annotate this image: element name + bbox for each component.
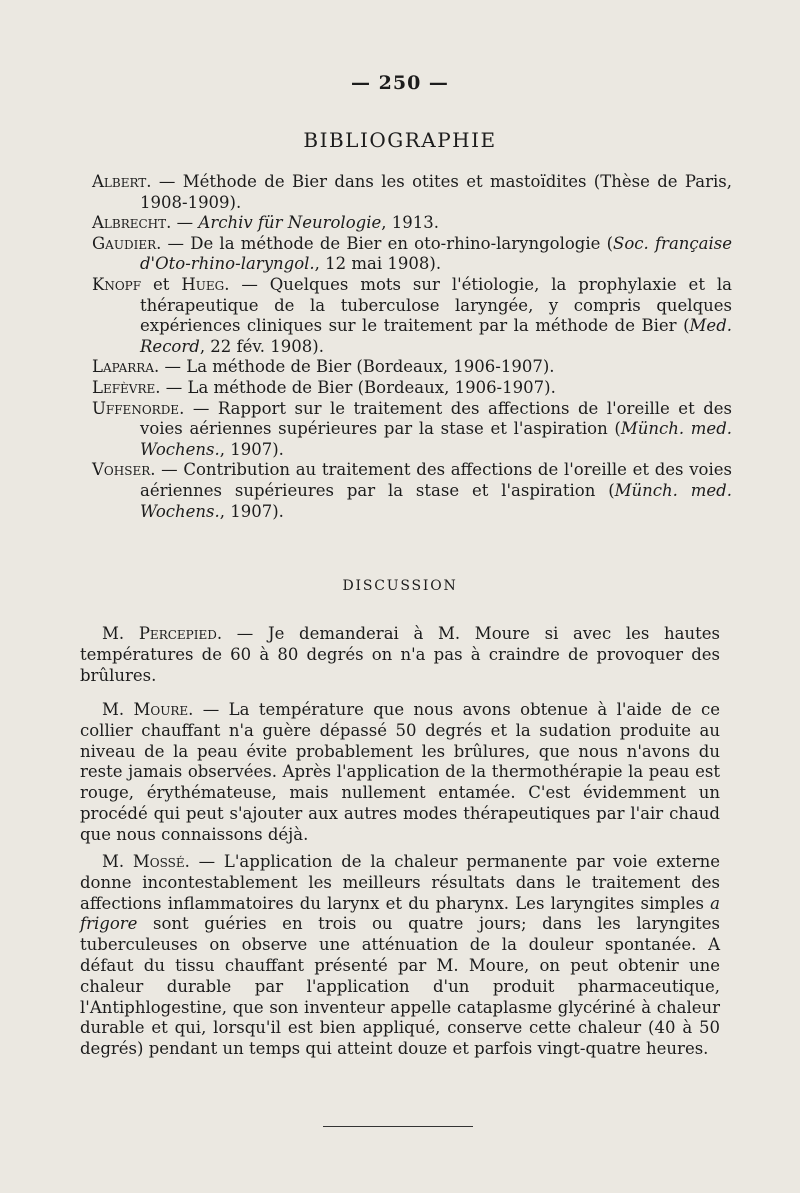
end-rule xyxy=(323,1126,473,1127)
bib-text: Contribution au traitement des affections de l'oreille et des voies aériennes supérieures par la stase et l'aspiration ( xyxy=(140,460,732,500)
bib-journal: Soc. française d'Oto-rhino-laryngol. xyxy=(140,233,732,274)
bib-journal: Archiv für Neurologie xyxy=(198,213,382,233)
bib-entry: Gaudier. — De la méthode de Bier en oto-rhino-laryngologie (Soc. française d'Oto-rhino-laryngol., 12 mai 1908). xyxy=(92,233,732,274)
bib-entry: Lefèvre. — La méthode de Bier (Bordeaux, 1906-1907). xyxy=(92,377,556,397)
bibliography-heading: BIBLIOGRAPHIE xyxy=(303,128,497,152)
bib-author: Albrecht xyxy=(92,213,167,233)
bib-text: La méthode de Bier (Bordeaux, 1906-1907). xyxy=(187,377,556,397)
bib-entry: Albert. — Méthode de Bier dans les otites et mastoïdites (Thèse de Paris, 1908-1909). xyxy=(92,172,732,212)
bib-author: Uffenorde xyxy=(92,398,180,418)
bib-text: Quelques mots sur l'étiologie, la prophylaxie et la thérapeutique de la tuberculose laryngée, y compris quelques expériences cliniques sur le traitement par la méthode de Bier ( xyxy=(140,274,732,336)
page-number: — 250 — xyxy=(351,72,449,94)
bib-entry: Uffenorde. — Rapport sur le traitement des affections de l'oreille et des voies aériennes supérieures par la stase et l'aspiration (Münch. med. Wochens., 1907). xyxy=(92,398,732,459)
bib-text: Rapport sur le traitement des affections de l'oreille et des voies aériennes supérieures par la stase et l'aspiration ( xyxy=(140,398,732,439)
latin-phrase: a frigore xyxy=(80,893,720,934)
paragraph-text: La température que nous avons obtenue à l'aide de ce collier chauffant n'a guère dépassé 50 degrés et la sudation produite au niveau de la peau évite probablement les brûlures, que nous n'avons du reste jamais observées. Après l'application de la thermothérapie la peau est rouge, érythémateuse, mais nullement entamée. C'est évidemment un procédé qui peut s'ajouter aux autres modes thérapeutiques par l'air chaud que nous connaissons déjà. xyxy=(80,700,720,844)
bib-author: Vohser xyxy=(92,460,151,480)
discussion-paragraph: M. Percepied. — Je demanderai à M. Moure si avec les hautes températures de 60 à 80 degrés on n'a pas à craindre de provoquer des brûlures. xyxy=(80,624,720,685)
bib-text: Méthode de Bier dans les otites et mastoïdites (Thèse de Paris, 1908-1909). xyxy=(140,172,732,212)
bib-entry: Albrecht. — Archiv für Neurologie, 1913. xyxy=(92,213,439,233)
bib-author: Lefèvre xyxy=(92,377,156,397)
bib-author: Albert xyxy=(92,172,147,191)
bib-entry: Vohser. — Contribution au traitement des affections de l'oreille et des voies aériennes supérieures par la stase et l'aspiration (Münch. med. Wochens., 1907). xyxy=(92,460,732,521)
speaker-name: Moure xyxy=(133,700,189,719)
bib-author: Hueg xyxy=(181,274,225,294)
discussion-paragraph: M. Mossé. — L'application de la chaleur permanente par voie externe donne incontestablement les meilleurs résultats dans le traitement des affections inflammatoires du larynx et du pharynx. Les laryngites simples a frigore sont guéries en trois ou quatre jours; dans les laryngites tuberculeuses on observe une atténuation de la douleur spontanée. A défaut du tissu chauffant présenté par M. Moure, on peut obtenir une chaleur durable par l'application d'un produit pharmaceutique, l'Antiphlogestine, que son inventeur appelle cataplasme glycériné à chaleur durable et qui, lorsqu'il est bien appliqué, conserve cette chaleur (40 à 50 degrés) pendant un temps qui atteint douze et parfois vingt-quatre heures. xyxy=(80,852,720,1059)
paragraph-text: sont guéries en trois ou quatre jours; dans les laryngites tuberculeuses on observe une atténuation de la douleur spontanée. A défaut du tissu chauffant présenté par M. Moure, on peut obtenir une chaleur durable par l'application d'un produit pharmaceutique, l'Antiphlogestine, que son inventeur appelle cataplasme glycériné à chaleur durable et qui, lorsqu'il est bien appliqué, conserve cette chaleur (40 à 50 degrés) pendant un temps qui atteint douze et parfois vingt-quatre heures. xyxy=(80,914,720,1059)
bib-text: De la méthode de Bier en oto-rhino-laryngologie ( xyxy=(190,233,614,253)
bib-author: Knopf xyxy=(92,274,142,294)
bib-entry: Knopf et Hueg. — Quelques mots sur l'étiologie, la prophylaxie et la thérapeutique de la tuberculose laryngée, y compris quelques expériences cliniques sur le traitement par la méthode de Bier (Med. Record, 22 fév. 1908). xyxy=(92,274,732,356)
bib-author: Gaudier xyxy=(92,233,157,253)
bib-entry: Laparra. — La méthode de Bier (Bordeaux, 1906-1907). xyxy=(92,357,555,377)
bib-text: La méthode de Bier (Bordeaux, 1906-1907). xyxy=(186,357,555,377)
bib-journal: Münch. med. Wochens. xyxy=(140,480,732,521)
discussion-paragraph: M. Moure. — La température que nous avons obtenue à l'aide de ce collier chauffant n'a guère dépassé 50 degrés et la sudation produite au niveau de la peau évite probablement les brûlures, que nous n'avons du reste jamais observées. Après l'application de la thermothérapie la peau est rouge, érythémateuse, mais nullement entamée. C'est évidemment un procédé qui peut s'ajouter aux autres modes thérapeutiques par l'air chaud que nous connaissons déjà. xyxy=(80,700,720,844)
bib-journal: Münch. med. Wochens. xyxy=(140,419,732,459)
bibliography-list xyxy=(92,172,732,522)
bib-journal: Med. Record xyxy=(140,316,732,356)
bib-author: Laparra xyxy=(92,357,154,377)
paragraph-text: L'application de la chaleur permanente par voie externe donne incontestablement les meilleurs résultats dans le traitement des affections inflammatoires du larynx et du pharynx. Les laryngites simples xyxy=(80,852,720,913)
speaker-name: Percepied xyxy=(138,624,217,643)
paragraph-text: Je demanderai à M. Moure si avec les hautes températures de 60 à 80 degrés on n'a pas à craindre de provoquer des brûlures. xyxy=(80,624,720,685)
discussion-heading: DISCUSSION xyxy=(342,578,458,594)
speaker-name: Mossé xyxy=(132,852,185,871)
